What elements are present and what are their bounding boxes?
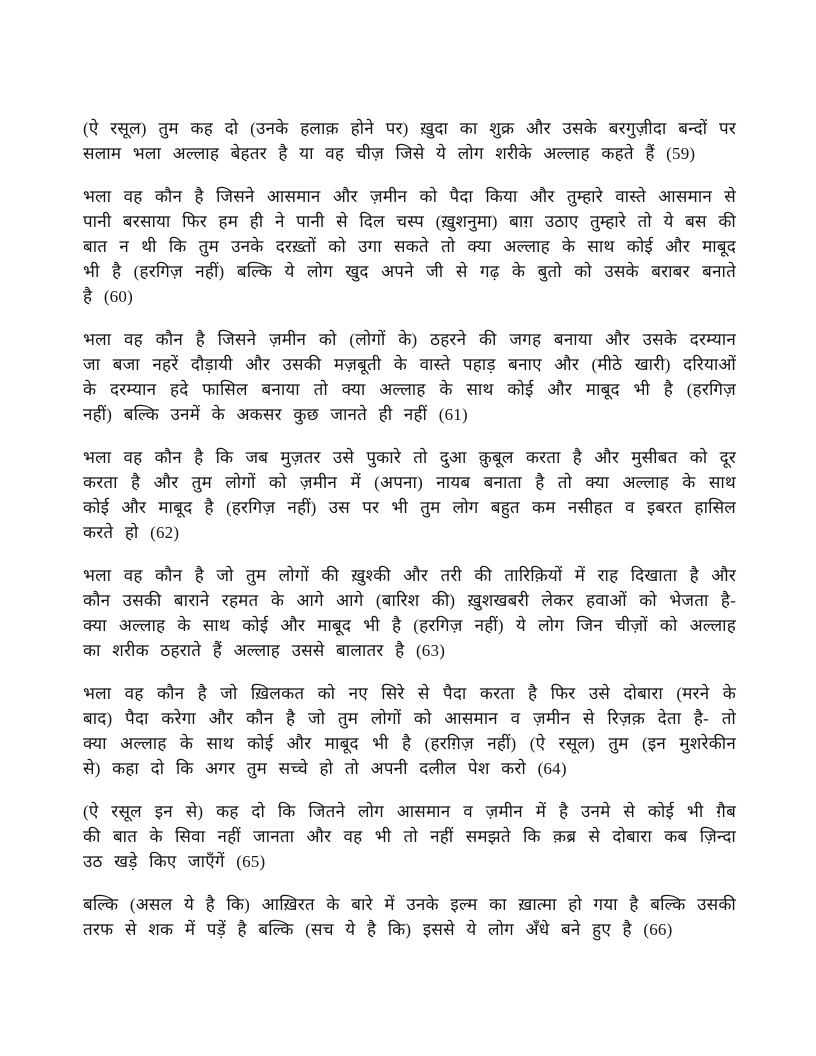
verse-paragraph-61: भला वह कौन है जिसने ज़मीन को (लोगों के) ठहरने की जगह बनाया और उसके दरम्यान जा बजा नहरें दौड़ायी और उसकी मज़बूती के वास्ते पहाड़ बनाए और (मीठे खारी) दरियाओं के दरम्यान हदे फासिल बनाया तो क्या अल्लाह के साथ कोई और माबूद भी है (हरगिज़ नहीं) बल्कि उनमें के अकसर कुछ जानते ही नहीं (61) [83,330,736,424]
verse-paragraph-66: बल्कि (असल ये है कि) आख़िरत के बारे में उनके इल्म का ख़ात्मा हो गया है बल्कि उसकी तरफ से शक में पड़ें है बल्कि (सच ये है कि) इससे ये लोग अँधे बने हुए है (66) [83,895,736,939]
verse-paragraph-65: (ऐ रसूल इन से) कह दो कि जितने लोग आसमान व ज़मीन में है उनमे से कोई भी ग़ैब की बात के सिवा नहीं जानता और वह भी तो नहीं समझते कि क़ब्र से दोबारा कब ज़िन्दा उठ खड़े किए जाएँगें (65) [83,802,736,871]
verse-paragraph-64: भला वह कौन है जो ख़िलकत को नए सिरे से पैदा करता है फिर उसे दोबारा (मरने के बाद) पैदा करेगा और कौन है जो तुम लोगों को आसमान व ज़मीन से रिज़क़ देता है- तो क्या अल्लाह के साथ कोई और माबूद भी है (हरग़िज़ नहीं) (ऐ रसूल) तुम (इन मुशरेकीन से) कहा दो कि अगर तुम सच्चे हो तो अपनी दलील पेश करो (64) [83,684,736,778]
verse-paragraph-59: (ऐ रसूल) तुम कह दो (उनके हलाक़ होने पर) ख़ुदा का शुक्र और उसके बरगुज़ीदा बन्दों पर सलाम भला अल्लाह बेहतर है या वह चीज़ जिसे ये लोग शरीके अल्लाह कहते हैं (59) [83,119,736,163]
verse-paragraph-62: भला वह कौन है कि जब मुज़तर उसे पुकारे तो दुआ क़ुबूल करता है और मुसीबत को दूर करता है और तुम लोगों को ज़मीन में (अपना) नायब बनाता है तो क्या अल्लाह के साथ कोई और माबूद है (हरगिज़ नहीं) उस पर भी तुम लोग बहुत कम नसीहत व इबरत हासिल करते हो (62) [83,448,736,542]
verse-paragraph-63: भला वह कौन है जो तुम लोगों की ख़ुश्की और तरी की तारिक़ियों में राह दिखाता है और कौन उसकी बाराने रहमत के आगे आगे (बारिश की) ख़ुशखबरी लेकर हवाओं को भेजता है-क्या अल्लाह के साथ कोई और माबूद भी है (हरगिज़ नहीं) ये लोग जिन चीज़ों को अल्लाह का शरीक ठहराते हैं अल्लाह उससे बालातर है (63) [83,566,736,660]
verse-paragraph-60: भला वह कौन है जिसने आसमान और ज़मीन को पैदा किया और तुम्हारे वास्ते आसमान से पानी बरसाया फिर हम ही ने पानी से दिल चस्प (ख़ुशनुमा) बाग़ उठाए तुम्हारे तो ये बस की बात न थी कि तुम उनके दरख़्तों को उगा सकते तो क्या अल्लाह के साथ कोई और माबूद भी है (हरगिज़ नहीं) बल्कि ये लोग खुद अपने जी से गढ़ के बुतो को उसके बराबर बनाते है (60) [83,187,736,306]
